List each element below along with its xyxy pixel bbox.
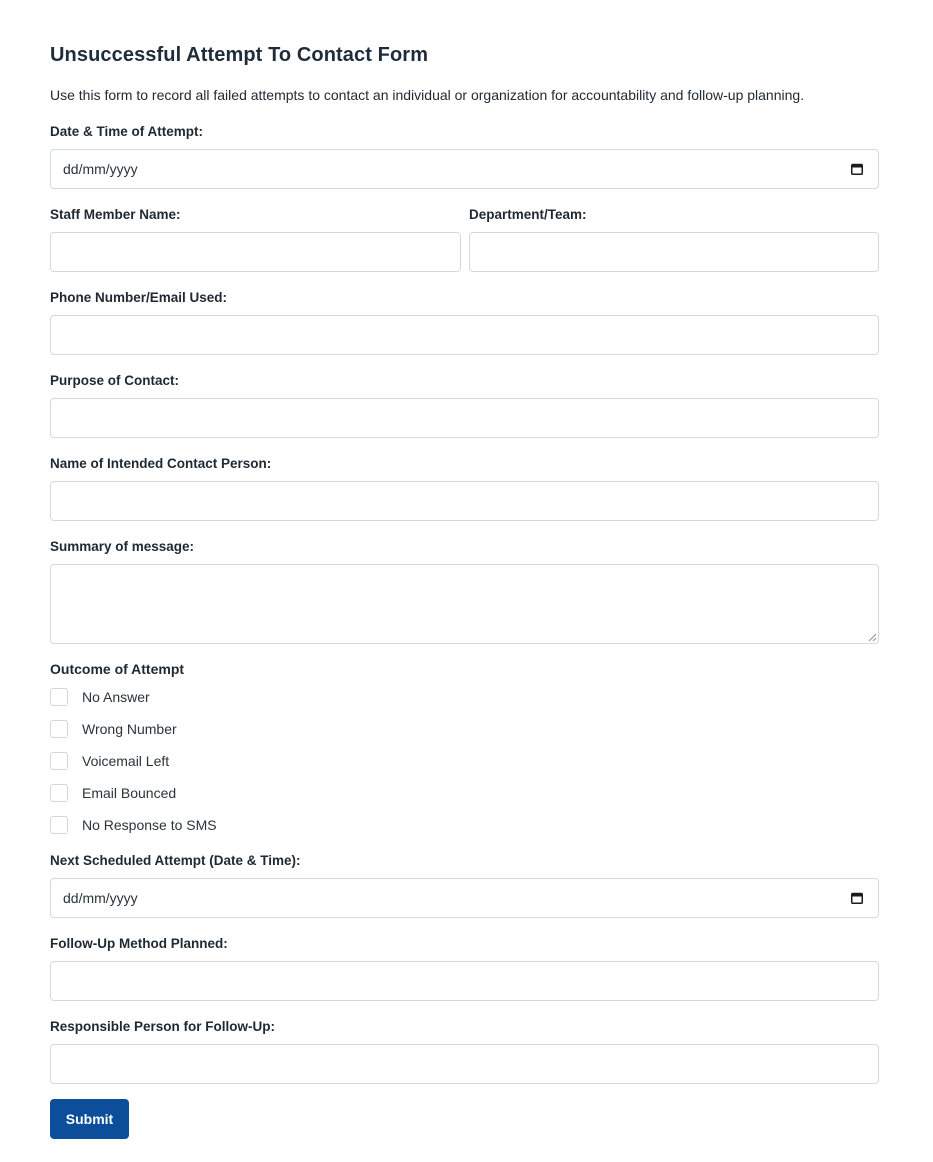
attempt-datetime-placeholder: dd/mm/yyyy [63,161,138,177]
voicemail-left-checkbox[interactable] [50,752,68,770]
followup-method-label: Follow-Up Method Planned: [50,936,228,951]
no-answer-label: No Answer [82,689,150,705]
summary-textarea[interactable] [50,564,879,644]
next-attempt-placeholder: dd/mm/yyyy [63,890,138,906]
purpose-input[interactable] [50,398,879,438]
no-response-sms-label: No Response to SMS [82,817,217,833]
purpose-label: Purpose of Contact: [50,373,180,388]
attempt-datetime-label: Date & Time of Attempt: [50,124,204,139]
responsible-person-label: Responsible Person for Follow-Up: [50,1019,276,1034]
intended-contact-label: Name of Intended Contact Person: [50,456,272,471]
email-bounced-label: Email Bounced [82,785,177,801]
department-input[interactable] [469,232,879,272]
intended-contact-input[interactable] [50,481,879,521]
outcome-option-voicemail-left[interactable] [50,751,169,771]
outcome-option-email-bounced[interactable] [50,783,176,803]
no-answer-checkbox[interactable] [50,688,68,706]
submit-button[interactable]: Submit [50,1099,129,1139]
summary-label: Summary of message: [50,539,195,554]
staff-name-input[interactable] [50,232,461,272]
outcome-label: Outcome of Attempt [50,661,185,677]
email-bounced-checkbox[interactable] [50,784,68,802]
next-attempt-input[interactable] [50,878,879,918]
no-response-sms-checkbox[interactable] [50,816,68,834]
responsible-person-input[interactable] [50,1044,879,1084]
outcome-option-no-response-sms[interactable] [50,815,217,835]
department-label: Department/Team: [469,207,587,222]
next-attempt-label: Next Scheduled Attempt (Date & Time): [50,853,301,868]
voicemail-left-label: Voicemail Left [82,753,170,769]
page-title: Unsuccessful Attempt To Contact Form [50,44,429,66]
followup-method-input[interactable] [50,961,879,1001]
wrong-number-checkbox[interactable] [50,720,68,738]
outcome-option-no-answer[interactable] [50,687,150,707]
calendar-icon[interactable] [851,163,863,175]
wrong-number-label: Wrong Number [82,721,177,737]
resize-grip-icon[interactable] [868,633,877,642]
contact-used-label: Phone Number/Email Used: [50,290,228,305]
calendar-icon[interactable] [851,892,863,904]
contact-used-input[interactable] [50,315,879,355]
staff-name-label: Staff Member Name: [50,207,181,222]
form-description: Use this form to record all failed attempts to contact an individual or organization for accountability and follow-up planning. [50,87,805,103]
outcome-option-wrong-number[interactable] [50,719,177,739]
attempt-datetime-input[interactable] [50,149,879,189]
